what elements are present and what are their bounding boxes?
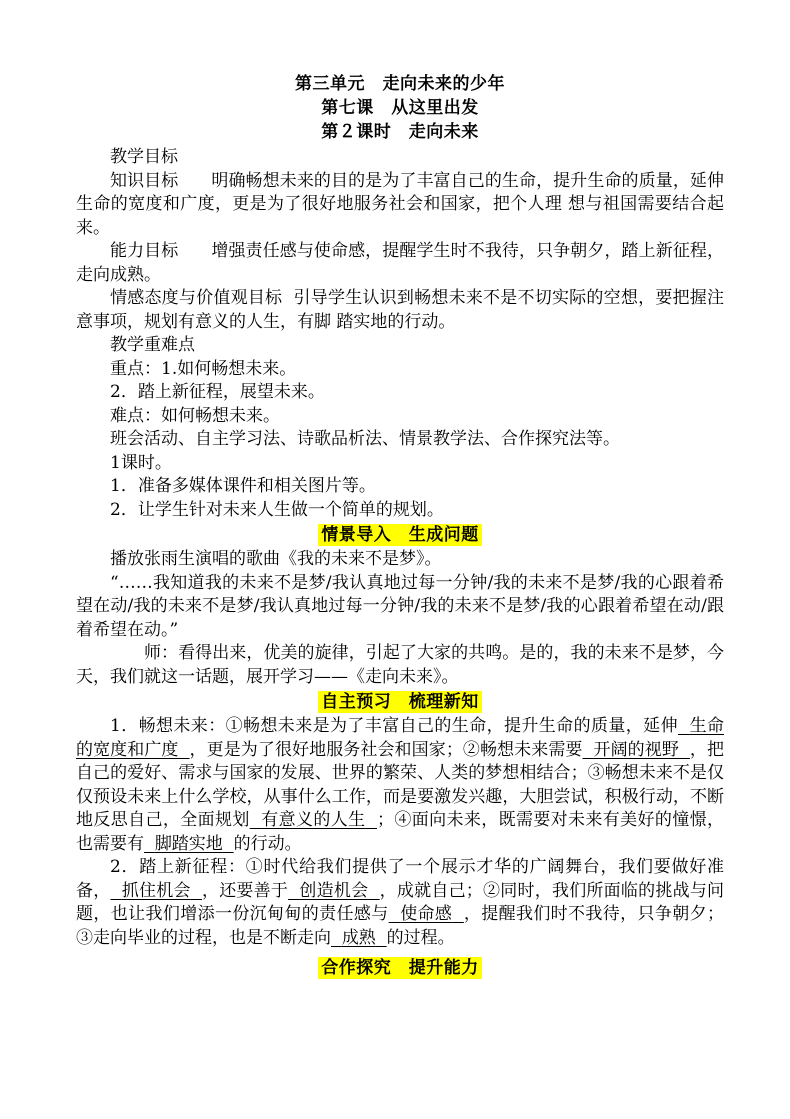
emotion-label: 情感态度与价值观目标 (110, 288, 283, 308)
answer-blank (583, 740, 690, 760)
emotion-goal (76, 287, 724, 334)
text-run: ；④面向未来，既需要对未来有美好的憧憬，也需要有 (76, 810, 725, 854)
answer-blank (144, 834, 234, 854)
key-points-heading: 教学重难点 (110, 335, 195, 355)
text-run: ，提醒我们时不我待，只争朝夕；③走向毕业的过程，也是不断走向 (76, 904, 725, 948)
document-page (76, 72, 724, 981)
ability-label: 能力目标 (110, 241, 179, 261)
answer-text: 抓住机会 (121, 880, 191, 901)
section-heading-2 (76, 690, 724, 714)
teaching-methods: 班会活动、自主学习法、诗歌品析法、情景教学法、合作探究法等。 (110, 429, 620, 449)
lesson-title: 第七课 从这里出发 (321, 98, 479, 118)
answer-text: 创造机会 (299, 880, 369, 901)
preparation-1: 1．准备多媒体课件和相关图片等。 (110, 476, 376, 496)
preview-paragraph-1 (76, 715, 724, 856)
section-title-situation: 情景导入 生成问题 (318, 524, 482, 546)
answer-blank (331, 928, 387, 948)
period-title: 第２课时 走向未来 (321, 122, 479, 142)
answer-blank (250, 810, 377, 830)
goals-heading: 教学目标 (110, 147, 178, 167)
emotion-text: 引导学生认识到畅想未来不是不切实际的空想，要把握注意事项，规划有意义的人生，有脚 踏实地的行动。 (76, 288, 725, 332)
document-header (76, 72, 724, 144)
answer-text: 成熟 (341, 927, 376, 948)
class-hours: 1课时。 (110, 452, 172, 473)
answer-blank (389, 904, 464, 924)
section-heading-3 (76, 956, 724, 980)
difficult-point: 难点：如何畅想未来。 (110, 405, 280, 426)
important-point-1: 重点：1.如何畅想未来。 (110, 358, 297, 379)
section-title-preview: 自主预习 梳理新知 (318, 691, 482, 713)
teacher-remark: 师：看得出来，优美的旋律，引起了大家的共鸣。是的，我的未来不是梦，今天，我们就这一话题，展开学习——《走向未来》。 (76, 643, 724, 687)
preparation-2: 2．让学生针对未来人生做一个简单的规划。 (110, 499, 444, 520)
text-run: ，成就自己；②同时，我们所面临的挑战与问题，也让我们增添一份沉甸甸的责任感与 (76, 880, 725, 924)
knowledge-goal (76, 170, 724, 241)
song-intro: 播放张雨生演唱的歌曲《我的未来不是梦》。 (110, 549, 442, 569)
text-run: 2．踏上新征程：①时代给我们提供了一个展示才华的广阔舞台，我们要做好准备， (76, 857, 724, 901)
unit-title: 第三单元 走向未来的少年 (295, 74, 505, 94)
text-run: ，把自己的爱好、需求与国家的发展、世界的繁荣、人类的梦想相结合；③畅想未来不是仅仅预设未来上什么学校，从事什么工作，而是要激发兴趣，大胆尝试，积极行动，不断地反思自己，全面规划 (76, 739, 725, 830)
text-run: 1．畅想未来：①畅想未来是为了丰富自己的生命，提升生命的质量，延伸 (110, 716, 678, 736)
ability-text: 增强责任感与使命感，提醒学生时不我待，只争朝夕，踏上新征程，走向成熟。 (76, 241, 725, 285)
answer-text: 脚踏实地 (154, 833, 223, 854)
important-point-2: 2．踏上新征程，展望未来。 (110, 382, 325, 402)
preview-paragraph-2 (76, 856, 724, 950)
knowledge-label: 知识目标 (110, 170, 179, 191)
answer-text: 生命的宽度和广度 (76, 716, 724, 760)
answer-text: 有意义的人生 (261, 810, 366, 830)
answer-blank (288, 881, 380, 901)
ability-goal (76, 240, 724, 287)
answer-text: 开阔的视野 (593, 739, 679, 760)
text-run: 的行动。 (233, 833, 302, 854)
text-run: ，更是为了很好地服务社会和国家；②畅想未来需要 (189, 739, 583, 760)
knowledge-text: 明确畅想未来的目的是为了丰富自己的生命，提升生命的质量，延伸生命的宽度和广度，更是为了很好地服务社会和国家，把个人理 想与祖国需要结合起来。 (76, 170, 725, 238)
section-heading-1 (76, 523, 724, 547)
song-lyrics: “……我知道我的未来不是梦/我认真地过每一分钟/我的未来不是梦/我的心跟着希望在动/我的未来不是梦/我认真地过每一分钟/我的未来不是梦/我的心跟着希望在动/跟着希望在动。” (76, 572, 724, 640)
text-run: 的过程。 (386, 927, 455, 948)
answer-text: 使命感 (400, 904, 453, 924)
section-title-cooperation: 合作探究 提升能力 (318, 957, 482, 979)
text-run: ，还要善于 (201, 880, 289, 901)
answer-blank (110, 881, 202, 901)
